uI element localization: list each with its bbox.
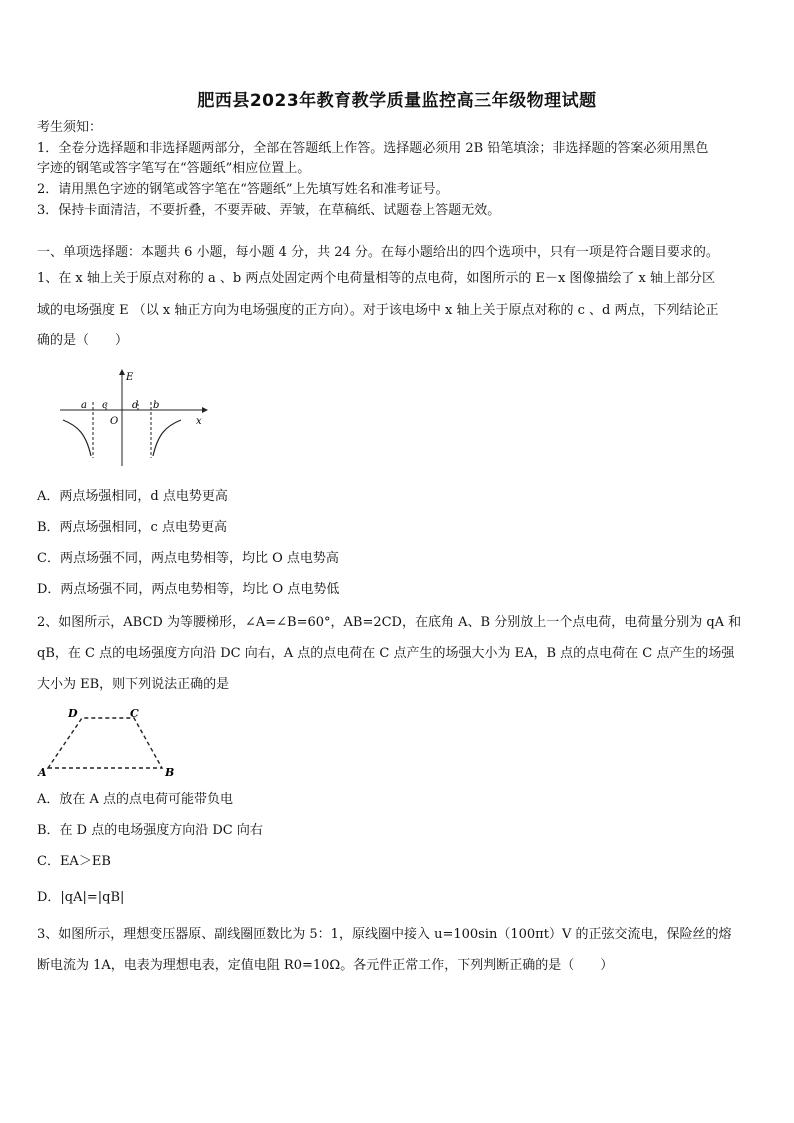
q1-stem-line2: 域的电场强度 E （以 x 轴正方向为电场强度的正方向）。对于该电场中 x 轴上关于原点对称的 c 、d 两点，下列结论正 <box>37 303 719 318</box>
q3-stem-line1: 3、如图所示，理想变压器原、副线圈匝数比为 5：1，原线圈中接入 u=100sin（100πt）V 的正弦交流电，保险丝的熔 <box>37 927 732 942</box>
q1-label-o: O <box>110 416 119 427</box>
q1-label-d: d <box>132 400 139 411</box>
q3-stem-line2: 断电流为 1A，电表为理想电表，定值电阻 R0=10Ω。各元件正常工作，下列判断正确的是（ ） <box>37 958 614 973</box>
q2-option-c[interactable]: C．EA＞EB <box>37 854 111 869</box>
section1-heading: 一、单项选择题：本题共 6 小题，每小题 4 分，共 24 分。在每小题给出的四个选项中，只有一项是符合题目要求的。 <box>37 245 719 260</box>
q1-curve-right <box>153 420 181 456</box>
q2-stem-line1: 2、如图所示，ABCD 为等腰梯形，∠A=∠B=60°，AB=2CD，在底角 A、B 分别放上一个点电荷，电荷量分别为 qA 和 <box>37 615 742 630</box>
q1-label-c: c <box>102 400 108 411</box>
notice-item-3: 3．保持卡面清洁，不要折叠，不要弄破、弄皱，在草稿纸、试题卷上答题无效。 <box>37 203 501 218</box>
page-title: 肥西县2023年教育教学质量监控高三年级物理试题 <box>197 91 597 111</box>
q2-stem-line3: 大小为 EB，则下列说法正确的是 <box>37 677 230 692</box>
q1-stem-line1: 1、在 x 轴上关于原点对称的 a 、b 两点处固定两个电荷量相等的点电荷，如图所示的 E－x 图像描绘了 x 轴上部分区 <box>37 271 716 286</box>
notice-item-1-cont: 字迹的钢笔或答字笔写在“答题纸”相应位置上。 <box>37 161 311 176</box>
notice-item-2: 2．请用黑色字迹的钢笔或答字笔在“答题纸”上先填写姓名和准考证号。 <box>37 182 449 197</box>
q1-curve-left <box>63 420 91 456</box>
q1-stem-line3: 确的是（ ） <box>37 333 129 348</box>
notice-heading: 考生须知： <box>37 120 103 135</box>
q1-option-b[interactable]: B．两点场强相同，c 点电势更高 <box>37 520 227 535</box>
q2-option-a[interactable]: A．放在 A 点的点电荷可能带负电 <box>37 792 234 807</box>
q1-ex-graph <box>60 366 210 470</box>
q1-label-b: b <box>153 400 160 411</box>
q1-option-d[interactable]: D．两点场强不同，两点电势相等，均比 O 点电势低 <box>37 582 340 597</box>
q2-label-d: D <box>68 707 78 720</box>
q1-label-x: x <box>196 416 202 427</box>
q2-stem-line2: qB，在 C 点的电场强度方向沿 DC 向右，A 点的点电荷在 C 点产生的场强大小为 EA，B 点的点电荷在 C 点产生的场强 <box>37 646 735 661</box>
q1-label-e: E <box>126 372 134 383</box>
q2-trapezoid <box>36 704 186 780</box>
q2-option-d[interactable]: D．|qA|=|qB| <box>37 890 125 905</box>
q1-option-c[interactable]: C．两点场强不同，两点电势相等，均比 O 点电势高 <box>37 551 339 566</box>
q2-label-c: C <box>130 707 139 720</box>
q1-option-a[interactable]: A．两点场强相同，d 点电势更高 <box>37 489 228 504</box>
q2-label-a: A <box>38 766 47 779</box>
q2-option-b[interactable]: B．在 D 点的电场强度方向沿 DC 向右 <box>37 823 263 838</box>
q1-label-a: a <box>81 400 87 411</box>
q2-label-b: B <box>165 766 175 779</box>
notice-item-1: 1．全卷分选择题和非选择题两部分，全部在答题纸上作答。选择题必须用 2B 铅笔填涂；非选择题的答案必须用黑色 <box>37 141 709 156</box>
